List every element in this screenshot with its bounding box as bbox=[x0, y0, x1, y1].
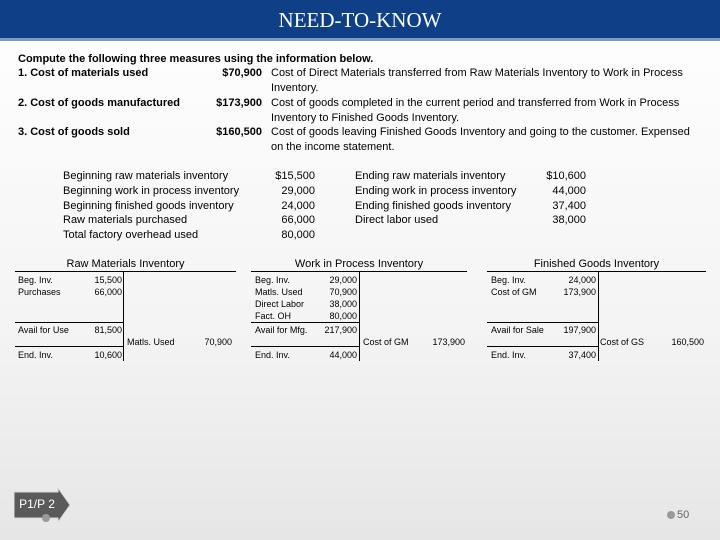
info-label: Raw materials purchased bbox=[63, 214, 188, 226]
info-value: 29,000 bbox=[281, 185, 315, 197]
fg-ending-line bbox=[487, 346, 598, 347]
fg-end-value: 37,400 bbox=[568, 350, 596, 360]
info-label: Ending finished goods inventory bbox=[355, 200, 511, 212]
info-value: 66,000 bbox=[281, 214, 315, 226]
fg-cogs-label: Cost of GS bbox=[600, 337, 645, 347]
info-label: Beginning finished goods inventory bbox=[63, 200, 234, 212]
info-value: $15,500 bbox=[275, 170, 315, 182]
wip-title: Work in Process Inventory bbox=[294, 258, 424, 270]
info-value: 38,000 bbox=[552, 214, 586, 226]
wip-ending-line bbox=[251, 346, 359, 347]
measure-2-label: 2. Cost of goods manufactured bbox=[18, 97, 180, 109]
measure-3-label: 3. Cost of goods sold bbox=[18, 126, 130, 138]
t-account-center-line bbox=[123, 271, 124, 361]
header-divider bbox=[0, 38, 720, 41]
info-label: Direct labor used bbox=[355, 214, 439, 226]
fg-avail-label: Avail for Sale bbox=[491, 325, 544, 335]
fg-cogm-label: Cost of GM bbox=[491, 287, 537, 297]
raw-avail-label: Avail for Use bbox=[18, 325, 69, 335]
fg-cogm-value: 173,900 bbox=[563, 287, 596, 297]
measure-1-label: 1. Cost of materials used bbox=[18, 67, 149, 79]
raw-avail-value: 81,500 bbox=[94, 325, 122, 335]
info-value: 37,400 bbox=[552, 200, 586, 212]
page-dot-icon bbox=[667, 511, 675, 519]
info-value: 24,000 bbox=[281, 200, 315, 212]
t-account-top-line bbox=[15, 271, 236, 272]
fg-beg-value: 24,000 bbox=[568, 275, 596, 285]
nav-arrow-label[interactable]: P1/P 2 bbox=[19, 497, 55, 511]
wip-end-value: 44,000 bbox=[329, 350, 357, 360]
raw-end-value: 10,600 bbox=[94, 350, 122, 360]
raw-subtotal-line bbox=[15, 322, 123, 323]
raw-end-label: End. Inv. bbox=[18, 350, 53, 360]
measure-3-value: $160,500 bbox=[216, 126, 262, 138]
wip-row-value: 80,000 bbox=[329, 311, 357, 321]
wip-row-label: Direct Labor bbox=[255, 299, 305, 309]
info-label: Beginning raw materials inventory bbox=[63, 170, 229, 182]
raw-used-value: 70,900 bbox=[204, 337, 232, 347]
fg-beg-label: Beg. Inv. bbox=[491, 275, 526, 285]
measure-2-desc: Cost of goods completed in the current period and transferred from Work in Process Inventory to Finished Goods Inventory. bbox=[271, 97, 680, 124]
wip-row-value: 29,000 bbox=[329, 275, 357, 285]
info-label: Total factory overhead used bbox=[63, 229, 199, 241]
wip-row-label: Beg. Inv. bbox=[255, 275, 290, 285]
raw-materials-title: Raw Materials Inventory bbox=[66, 258, 185, 270]
raw-purchases-value: 66,000 bbox=[94, 287, 122, 297]
wip-cogm-value: 173,900 bbox=[432, 337, 465, 347]
raw-beg-value: 15,500 bbox=[94, 275, 122, 285]
measure-1-value: $70,900 bbox=[222, 67, 262, 79]
wip-row-label: Matls. Used bbox=[255, 287, 303, 297]
info-label: Ending raw materials inventory bbox=[355, 170, 506, 182]
page-title: NEED-TO-KNOW bbox=[0, 0, 720, 38]
fg-avail-value: 197,900 bbox=[563, 325, 596, 335]
raw-beg-label: Beg. Inv. bbox=[18, 275, 53, 285]
wip-avail-value: 217,900 bbox=[324, 325, 357, 335]
wip-end-label: End. Inv. bbox=[255, 350, 290, 360]
t-account-top-line bbox=[487, 271, 706, 272]
wip-subtotal-line bbox=[251, 322, 359, 323]
info-label: Ending work in process inventory bbox=[355, 185, 517, 197]
wip-row-value: 38,000 bbox=[329, 299, 357, 309]
raw-ending-line bbox=[15, 346, 123, 347]
wip-row-value: 70,900 bbox=[329, 287, 357, 297]
slide-dot-icon bbox=[42, 514, 50, 522]
raw-used-label: Matls. Used bbox=[127, 337, 175, 347]
measure-3-desc: Cost of goods leaving Finished Goods Inventory and going to the customer. Expensed on the income statement. bbox=[271, 126, 690, 153]
intro-text: Compute the following three measures using the information below. bbox=[18, 53, 374, 65]
measure-1-desc: Cost of Direct Materials transferred from Raw Materials Inventory to Work in Process Inventory. bbox=[271, 67, 683, 94]
measure-2-value: $173,900 bbox=[216, 97, 262, 109]
t-account-center-line bbox=[359, 271, 360, 361]
wip-avail-label: Avail for Mfg. bbox=[255, 325, 308, 335]
info-value: $10,600 bbox=[546, 170, 586, 182]
finished-goods-title: Finished Goods Inventory bbox=[533, 258, 660, 270]
wip-cogm-label: Cost of GM bbox=[363, 337, 409, 347]
info-value: 80,000 bbox=[281, 229, 315, 241]
info-label: Beginning work in process inventory bbox=[63, 185, 240, 197]
t-account-center-line bbox=[598, 271, 599, 361]
fg-end-label: End. Inv. bbox=[491, 350, 526, 360]
fg-subtotal-line bbox=[487, 322, 598, 323]
info-value: 44,000 bbox=[552, 185, 586, 197]
raw-purchases-label: Purchases bbox=[18, 287, 61, 297]
fg-cogs-value: 160,500 bbox=[671, 337, 704, 347]
page-number: 50 bbox=[677, 509, 690, 521]
wip-row-label: Fact. OH bbox=[255, 311, 292, 321]
